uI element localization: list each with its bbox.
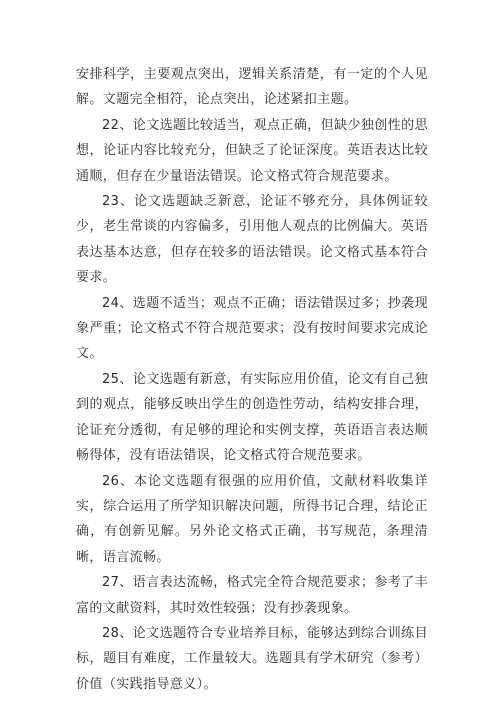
paragraph-item-28: 28、论文选题符合专业培养目标，能够达到综合训练目标，题目有难度，工作量较大。选题具有学术研究（参考）价值（实践指导意义）。: [76, 625, 428, 692]
document-body: [76, 62, 428, 697]
paragraph-item-26: 26、本论文选题有很强的应用价值，文献材料收集详实，综合运用了所学知识解决问题，所得书记合理，结论正确，有创新见解。另外论文格式正确，书写规范，条理清晰，语言流畅。: [76, 473, 428, 565]
paragraph-item-22: 22、论文选题比较适当，观点正确，但缺少独创性的思想，论证内容比较充分，但缺乏了论证深度。英语表达比较通顺，但存在少量语法错误。论文格式符合规范要求。: [76, 117, 428, 184]
paragraph-item-25: 25、论文选题有新意，有实际应用价值，论文有自己独到的观点，能够反映出学生的创造性劳动，结构安排合理，论证充分透彻，有足够的理论和实例支撑，英语语言表达顺畅得体，没有语法错误，论文格式符合规范要求。: [76, 371, 428, 464]
paragraph-continued: 安排科学，主要观点突出，逻辑关系清楚，有一定的个人见解。文题完全相符，论点突出，论述紧扣主题。: [76, 67, 428, 108]
paragraph-item-24: 24、选题不适当；观点不正确；语法错误过多；抄袭现象严重；论文格式不符合规范要求；没有按时间要求完成论文。: [76, 295, 428, 362]
paragraph-item-27: 27、语言表达流畅，格式完全符合规范要求；参考了丰富的文献资料，其时效性较强；没有抄袭现象。: [76, 575, 428, 616]
paragraph-item-23: 23、论文选题缺乏新意，论证不够充分，具体例证较少，老生常谈的内容偏多，引用他人观点的比例偏大。英语表达基本达意，但存在较多的语法错误。论文格式基本符合要求。: [76, 194, 428, 286]
